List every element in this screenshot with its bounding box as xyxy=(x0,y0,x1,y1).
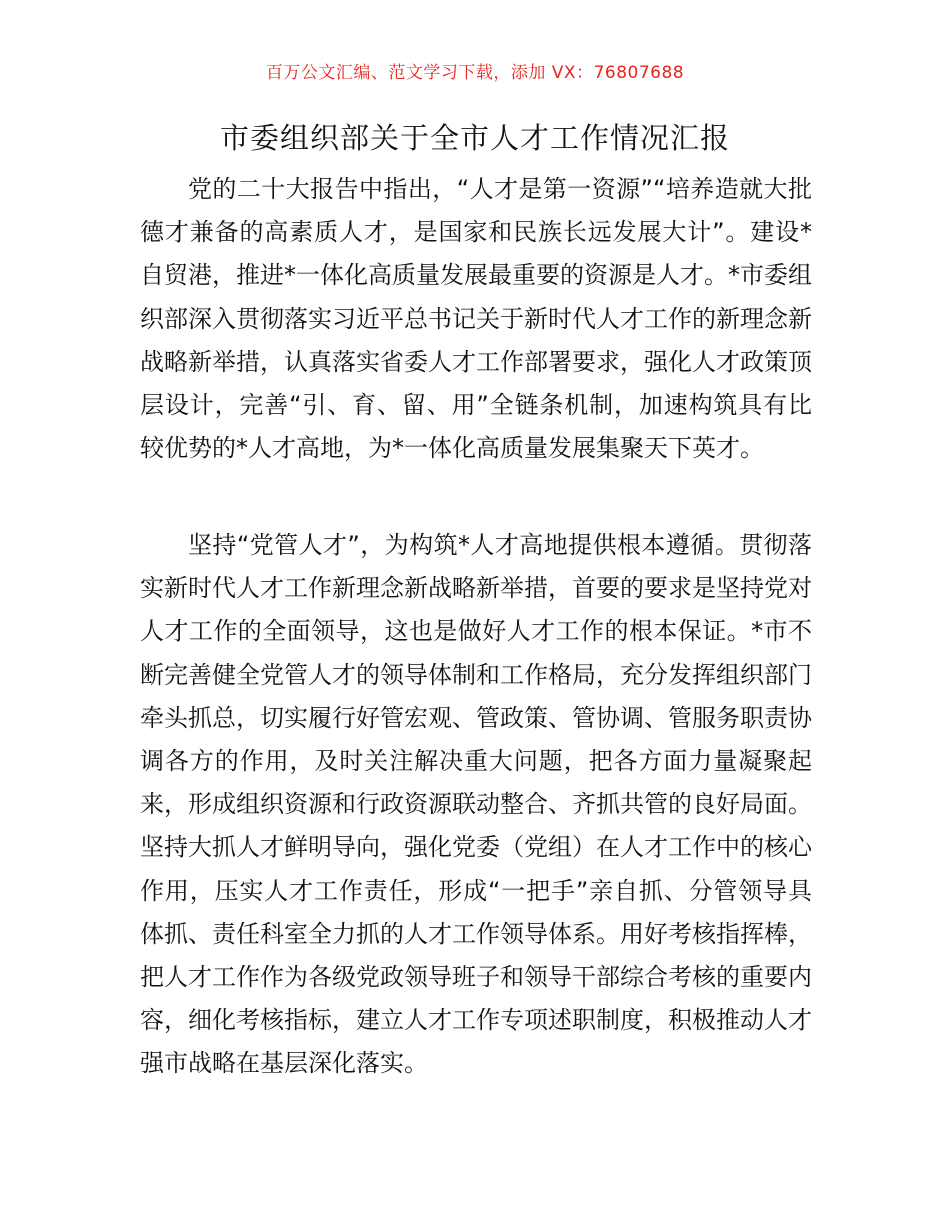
body-paragraph-2: 坚持“党管人才”，为构筑*人才高地提供根本遵循。贯彻落实新时代人才工作新理念新战略新举措，首要的要求是坚持党对人才工作的全面领导，这也是做好人才工作的根本保证。*市不断完善健全党管人才的领导体制和工作格局，充分发挥组织部门牵头抓总，切实履行好管宏观、管政策、管协调、管服务职责协调各方的作用，及时关注解决重大问题，把各方面力量凝聚起来，形成组织资源和行政资源联动整合、齐抓共管的良好局面。坚持大抓人才鲜明导向，强化党委（党组）在人才工作中的核心作用，压实人才工作责任，形成“一把手”亲自抓、分管领导具体抓、责任科室全力抓的人才工作领导体系。用好考核指挥棒，把人才工作作为各级党政领导班子和领导干部综合考核的重要内容，细化考核指标，建立人才工作专项述职制度，积极推动人才强市战略在基层深化落实。 xyxy=(140,531,812,1078)
body-paragraph-1: 党的二十大报告中指出，“人才是第一资源”“培养造就大批德才兼备的高素质人才，是国家和民族长远发展大计”。建设*自贸港，推进*一体化高质量发展最重要的资源是人才。*市委组织部深入贯彻落实习近平总书记关于新时代人才工作的新理念新战略新举措，认真落实省委人才工作部署要求，强化人才政策顶层设计，完善“引、育、留、用”全链条机制，加速构筑具有比较优势的*人才高地，为*一体化高质量发展集聚天下英才。 xyxy=(140,175,812,463)
document-title: 市委组织部关于全市人才工作情况汇报 xyxy=(219,121,730,155)
watermark-banner: 百万公文汇编、范文学习下载，添加 VX：76807688 xyxy=(265,63,685,83)
